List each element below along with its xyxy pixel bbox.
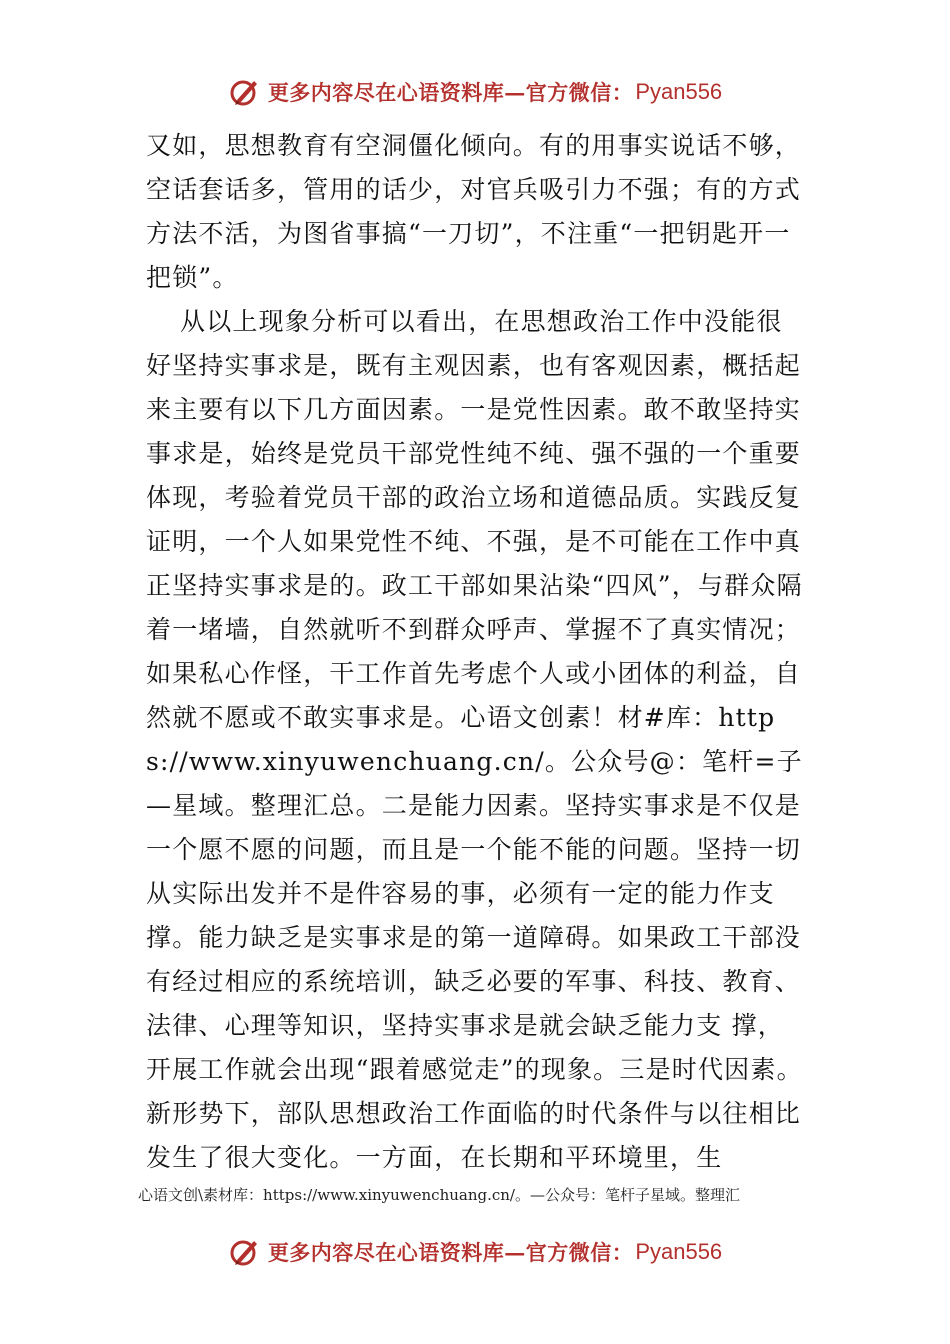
footer-source-line: 心语文创\素材库：https://www.xinyuwenchuang.cn/。—公众号：笔杆子星域。整理汇 [138,1186,740,1204]
paragraph-1: 又如，思想教育有空洞僵化倾向。有的用事实说话不够，空话套话多，管用的话少，对官兵吸引力不强；有的方式方法不活，为图省事搞“一刀切”，不注重“一把钥匙开一把锁”。 [146,131,802,292]
footer-banner [0,1232,950,1272]
document-body [146,124,806,1180]
banner-text: 更多内容尽在心语资料库—官方微信： [267,80,634,105]
banner-wechat-id: Pyan556 [635,1239,723,1264]
banner-text: 更多内容尽在心语资料库—官方微信： [267,1240,634,1265]
paragraph-2: 从以上现象分析可以看出，在思想政治工作中没能很好坚持实事求是，既有主观因素，也有客观因素，概括起来主要有以下几方面因素。一是党性因素。敢不敢坚持实事求是，始终是党员干部党性纯不纯、强不强的一个重要体现，考验着党员干部的政治立场和道德品质。实践反复证明，一个人如果党性不纯、不强，是不可能在工作中真正坚持实事求是的。政工干部如果沾染“四风”，与群众隔着一堵墙，自然就听不到群众呼声、掌握不了真实情况；如果私心作怪，干工作首先考虑个人或小团体的利益，自然就不愿或不敢实事求是。心语文创素！材#库：https://www.xinyuwenchuang.cn/。公众号@：笔杆=子—星域。整理汇总。二是能力因素。坚持实事求是不仅是一个愿不愿的问题，而且是一个能不能的问题。坚持一切从实际出发并不是件容易的事，必须有一定的能力作支撑。能力缺乏是实事求是的第一道障碍。如果政工干部没有经过相应的系统培训，缺乏必要的军事、科技、教育、法律、心理等知识，坚持实事求是就会缺乏能力支 撑，开展工作就会出现“跟着感觉走”的现象。三是时代因素。新形势下，部队思想政治工作面临的时代条件与以往相比发生了很大变化。一方面，在长期和平环境里，生 [146,307,803,1172]
pen-circle-logo-icon [228,1235,262,1269]
banner-wechat-id: Pyan556 [635,79,723,104]
header-banner [0,72,950,112]
pen-circle-logo-icon [228,75,262,109]
